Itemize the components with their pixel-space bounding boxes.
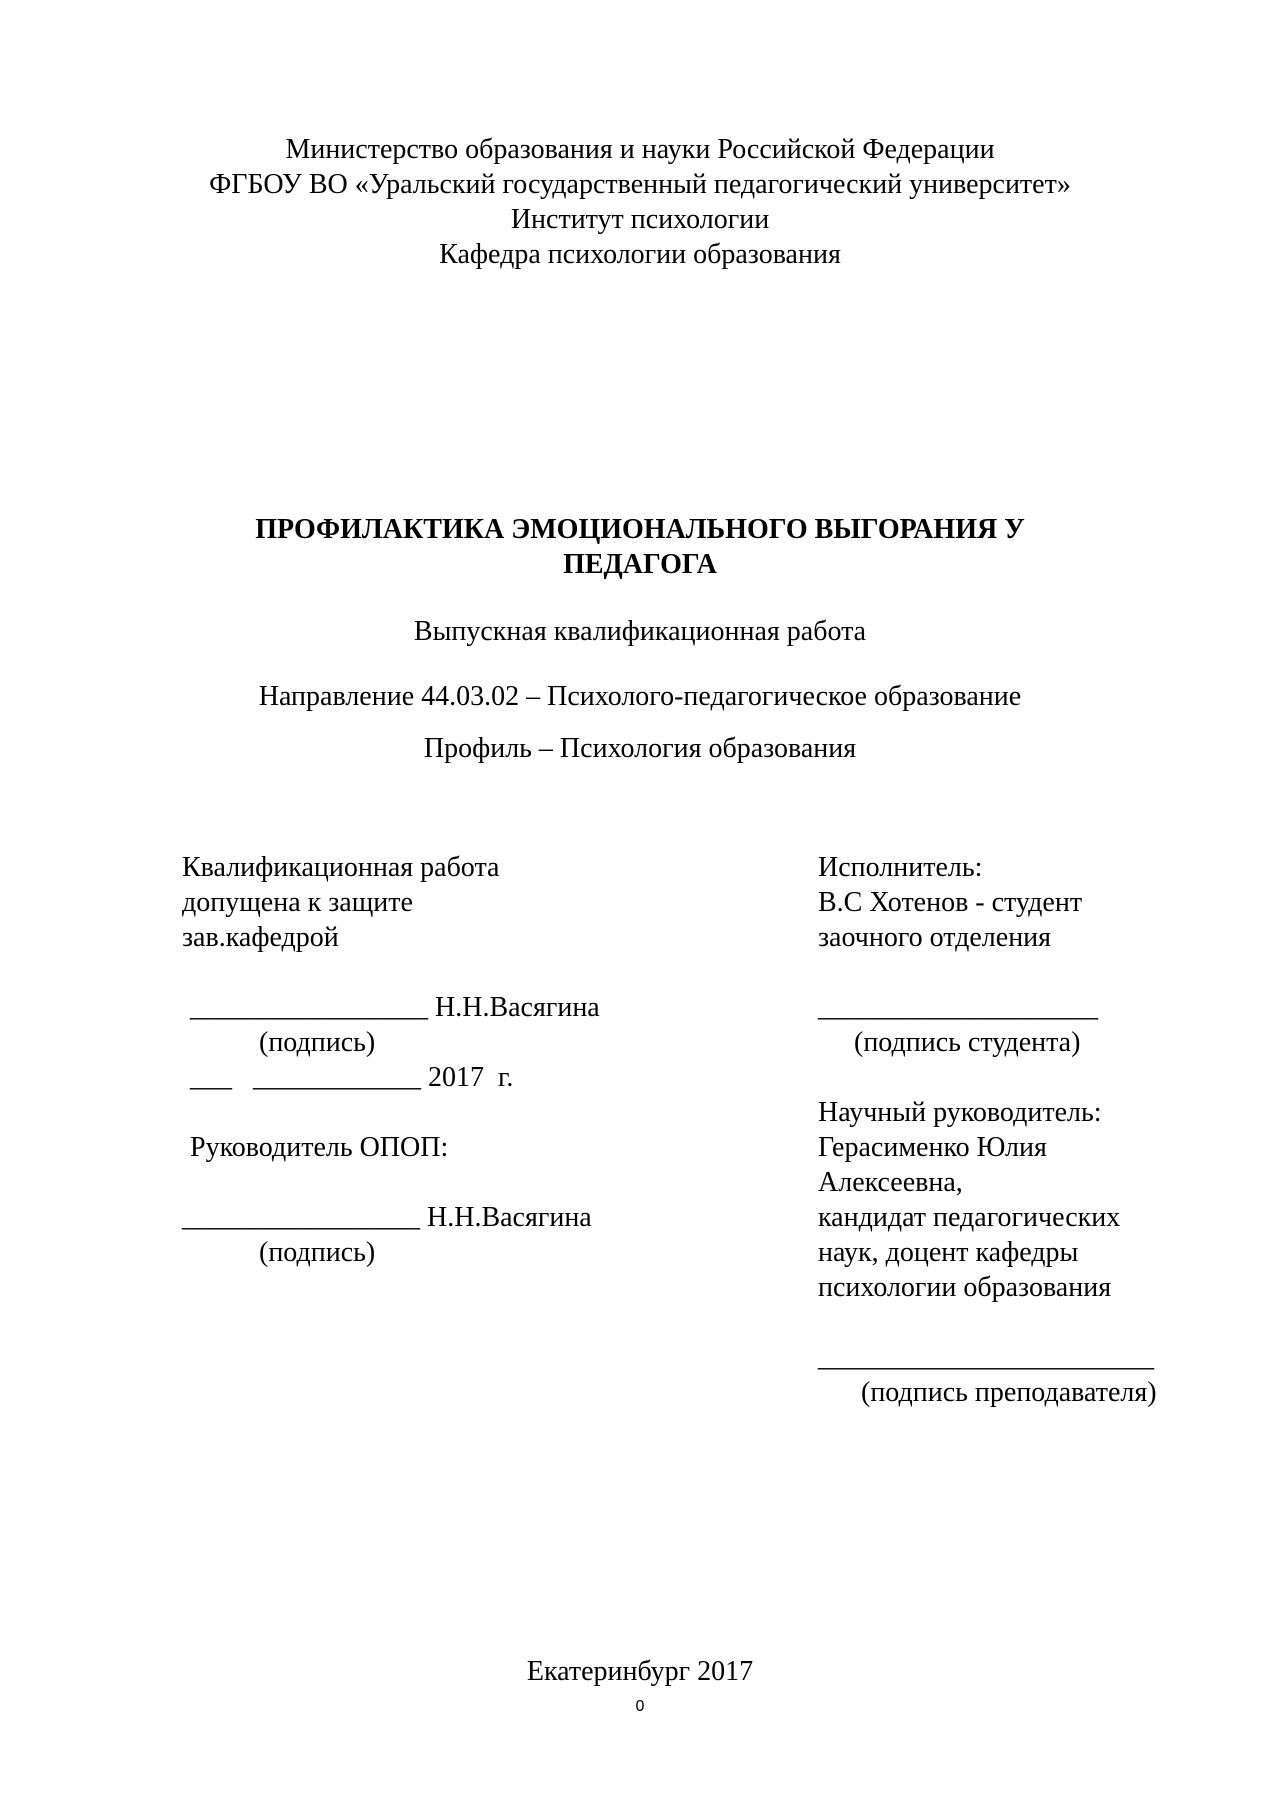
- opop-signature-caption: (подпись): [259, 1237, 376, 1268]
- thesis-title-line-2: ПЕДАГОГА: [563, 549, 717, 580]
- student-signature-caption: (подпись студента): [854, 1027, 1081, 1058]
- admission-block: [182, 850, 499, 955]
- city-year: Екатеринбург 2017: [526, 1656, 754, 1687]
- supervisor-name-line-2: Алексеевна,: [818, 1167, 963, 1198]
- opop-signature-block: [182, 1200, 592, 1270]
- executor-name: В.С Хотенов - студент: [818, 887, 1083, 918]
- head-signature-caption: (подпись): [259, 1027, 376, 1058]
- supervisor-title-line-3: психологии образования: [818, 1272, 1112, 1303]
- supervisor-block: [818, 1095, 1120, 1305]
- thesis-title-line-1: ПРОФИЛАКТИКА ЭМОЦИОНАЛЬНОГО ВЫГОРАНИЯ У: [255, 514, 1025, 545]
- approval-date-line: ___ ____________ 2017 г.: [190, 1062, 514, 1093]
- work-type: Выпускная квалификационная работа: [413, 616, 867, 647]
- executor-label: Исполнитель:: [818, 852, 983, 883]
- admission-line-1: Квалификационная работа: [182, 852, 500, 883]
- admission-line-3: зав.кафедрой: [182, 922, 339, 953]
- supervisor-title-line-1: кандидат педагогических: [818, 1202, 1121, 1233]
- opop-label: Руководитель ОПОП:: [190, 1132, 449, 1163]
- head-signature-line: _________________ Н.Н.Васягина: [190, 992, 600, 1023]
- supervisor-name-line-1: Герасименко Юлия: [818, 1132, 1047, 1163]
- teacher-signature-line: ________________________: [818, 1342, 1154, 1373]
- student-signature-line: ____________________: [818, 992, 1098, 1023]
- admission-line-2: допущена к защите: [182, 887, 413, 918]
- student-signature-block: [818, 990, 1098, 1060]
- teacher-signature-block: [818, 1340, 1157, 1410]
- head-signature-block: [190, 990, 600, 1095]
- teacher-signature-caption: (подпись преподавателя): [861, 1377, 1157, 1408]
- opop-signature-line: _________________ Н.Н.Васягина: [182, 1202, 592, 1233]
- study-direction: Направление 44.03.02 – Психолого-педагогическое образование: [258, 681, 1022, 712]
- university-line: ФГБОУ ВО «Уральский государственный педагогический университет»: [209, 169, 1071, 200]
- page-number: 0: [635, 1698, 645, 1715]
- institute-line: Институт психологии: [510, 204, 770, 235]
- department-line: Кафедра психологии образования: [439, 239, 841, 270]
- executor-block: [818, 850, 1082, 955]
- institution-header: [0, 132, 1280, 272]
- executor-department: заочного отделения: [818, 922, 1052, 953]
- supervisor-title-line-2: наук, доцент кафедры: [818, 1237, 1079, 1268]
- ministry-line: Министерство образования и науки Российской Федерации: [285, 134, 995, 165]
- study-profile: Профиль – Психология образования: [423, 733, 857, 764]
- thesis-title: [0, 512, 1280, 582]
- supervisor-label: Научный руководитель:: [818, 1097, 1102, 1128]
